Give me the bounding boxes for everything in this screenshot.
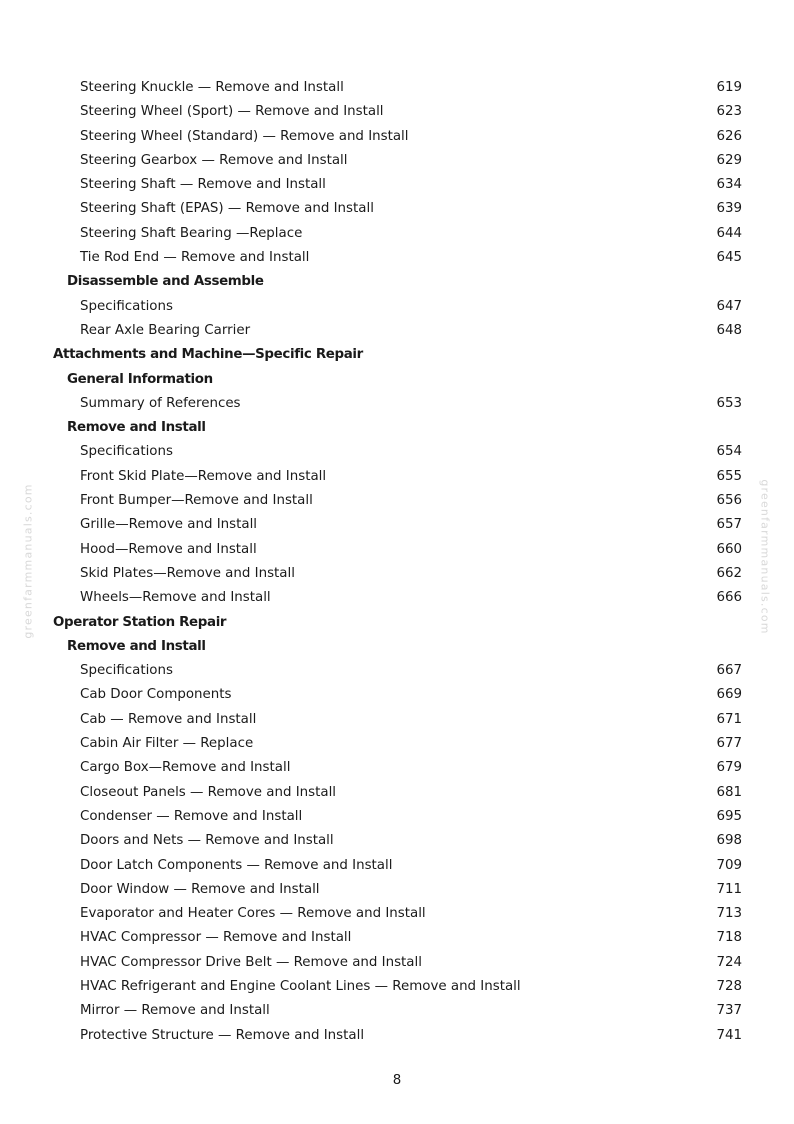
toc-entry-page: 679 — [716, 760, 742, 776]
toc-entry-page: 629 — [716, 152, 742, 168]
toc-entry[interactable] — [0, 659, 794, 683]
toc-entry-label: Cab Door Components — [80, 687, 232, 703]
toc-entry[interactable] — [0, 586, 794, 610]
toc-entry-page: 666 — [716, 590, 742, 606]
toc-section-heading[interactable] — [0, 343, 794, 367]
toc-entry-page: 695 — [716, 808, 742, 824]
toc-entry-label: Steering Knuckle — Remove and Install — [80, 80, 344, 95]
toc-entry[interactable] — [0, 732, 794, 756]
toc-entry-page: 662 — [716, 565, 742, 581]
toc-entry-label: Closeout Panels — Remove and Install — [80, 784, 337, 800]
toc-entry-label: Cab — Remove and Install — [80, 711, 257, 727]
toc-subsection-heading[interactable] — [0, 270, 794, 294]
toc-entry-label: Skid Plates—Remove and Install — [80, 565, 295, 581]
toc-entry-page: 645 — [716, 250, 742, 266]
toc-entry[interactable] — [0, 805, 794, 829]
toc-entry-label: Evaporator and Heater Cores — Remove and Install — [80, 906, 426, 922]
toc-entry-label: Steering Wheel (Standard) — Remove and Install — [80, 128, 409, 144]
toc-entry[interactable] — [0, 975, 794, 999]
toc-entry-label: Specifications — [80, 663, 173, 679]
toc-entry-label: Front Bumper—Remove and Install — [80, 493, 313, 509]
toc-entry[interactable] — [0, 489, 794, 513]
toc-entry-label: Steering Shaft — Remove and Install — [80, 177, 326, 193]
toc-entry-page: 669 — [716, 687, 742, 703]
toc-entry-page: 653 — [716, 395, 742, 411]
toc-entry-label: Steering Shaft Bearing —Replace — [80, 225, 303, 241]
toc-entry-page: 623 — [716, 104, 742, 120]
toc-entry-label: HVAC Refrigerant and Engine Coolant Lines — Remove and Install — [80, 978, 521, 994]
toc-entry[interactable] — [0, 149, 794, 173]
page-number: 8 — [392, 1073, 402, 1088]
toc-entry-page: 718 — [716, 930, 742, 946]
toc-entry-page: 711 — [716, 881, 742, 897]
toc-entry[interactable] — [0, 392, 794, 416]
toc-entry-page: 681 — [716, 784, 742, 800]
toc-entry-page: 677 — [716, 736, 742, 752]
toc-entry-label: Wheels—Remove and Install — [80, 590, 271, 606]
toc-entry[interactable] — [0, 465, 794, 489]
table-of-contents — [0, 76, 794, 1048]
toc-entry[interactable] — [0, 999, 794, 1023]
toc-entry[interactable] — [0, 902, 794, 926]
toc-entry-label: Cargo Box—Remove and Install — [80, 760, 291, 776]
toc-entry-label: Summary of References — [80, 395, 241, 411]
toc-entry-label: HVAC Compressor Drive Belt — Remove and Install — [80, 954, 422, 970]
toc-entry-page: 671 — [716, 711, 742, 727]
toc-entry-page: 634 — [716, 177, 742, 193]
toc-entry-page: 737 — [716, 1003, 742, 1019]
toc-entry[interactable] — [0, 683, 794, 707]
toc-entry-page: 656 — [716, 493, 742, 509]
toc-entry[interactable] — [0, 538, 794, 562]
toc-subsection-heading[interactable] — [0, 416, 794, 440]
toc-entry-label: Attachments and Machine—Specific Repair — [53, 347, 363, 363]
toc-entry-page: 648 — [716, 322, 742, 338]
toc-entry-label: General Information — [67, 371, 213, 387]
toc-entry-label: Door Latch Components — Remove and Install — [80, 857, 393, 873]
toc-entry-label: Tie Rod End — Remove and Install — [80, 250, 310, 266]
toc-entry-page: 728 — [716, 978, 742, 994]
toc-entry-label: Steering Wheel (Sport) — Remove and Install — [80, 104, 384, 120]
toc-entry[interactable] — [0, 829, 794, 853]
toc-entry-label: Remove and Install — [67, 638, 206, 654]
toc-entry-page: 654 — [716, 444, 742, 460]
toc-entry[interactable] — [0, 926, 794, 950]
toc-entry-label: Steering Shaft (EPAS) — Remove and Install — [80, 201, 374, 217]
toc-entry-label: Doors and Nets — Remove and Install — [80, 833, 334, 849]
toc-entry[interactable] — [0, 76, 794, 100]
toc-entry[interactable] — [0, 781, 794, 805]
toc-entry[interactable] — [0, 173, 794, 197]
toc-entry-page: 698 — [716, 833, 742, 849]
toc-entry-page: 660 — [716, 541, 742, 557]
toc-entry[interactable] — [0, 854, 794, 878]
toc-entry-label: Specifications — [80, 298, 173, 314]
toc-entry-page: 657 — [716, 517, 742, 533]
toc-entry-label: Front Skid Plate—Remove and Install — [80, 468, 327, 484]
toc-entry[interactable] — [0, 222, 794, 246]
toc-entry[interactable] — [0, 295, 794, 319]
watermark-right: greenfarmmanuals.com — [758, 479, 772, 635]
toc-entry-label: Operator Station Repair — [53, 614, 227, 630]
toc-entry-label: HVAC Compressor — Remove and Install — [80, 930, 352, 946]
toc-entry[interactable] — [0, 125, 794, 149]
toc-entry-page: 709 — [716, 857, 742, 873]
toc-entry[interactable] — [0, 708, 794, 732]
toc-entry[interactable] — [0, 562, 794, 586]
toc-entry-label: Grille—Remove and Install — [80, 517, 258, 533]
toc-entry-label: Steering Gearbox — Remove and Install — [80, 152, 348, 168]
toc-subsection-heading[interactable] — [0, 635, 794, 659]
toc-entry[interactable] — [0, 513, 794, 537]
toc-entry-label: Mirror — Remove and Install — [80, 1003, 270, 1019]
toc-entry-page: 639 — [716, 201, 742, 217]
toc-entry-label: Disassemble and Assemble — [67, 274, 264, 290]
toc-entry-label: Door Window — Remove and Install — [80, 881, 320, 897]
toc-entry[interactable] — [0, 1024, 794, 1048]
toc-entry[interactable] — [0, 951, 794, 975]
toc-entry-label: Remove and Install — [67, 420, 206, 436]
toc-entry-page: 741 — [716, 1027, 742, 1043]
toc-entry-page: 644 — [716, 225, 742, 241]
toc-entry-page: 626 — [716, 128, 742, 144]
toc-entry-page: 713 — [716, 906, 742, 922]
toc-entry-label: Condenser — Remove and Install — [80, 808, 303, 824]
toc-entry-label: Hood—Remove and Install — [80, 541, 257, 557]
toc-entry-page: 619 — [716, 80, 742, 95]
toc-entry-label: Protective Structure — Remove and Install — [80, 1027, 365, 1043]
toc-entry[interactable] — [0, 756, 794, 780]
toc-entry-page: 655 — [716, 468, 742, 484]
toc-entry[interactable] — [0, 197, 794, 221]
toc-entry-label: Specifications — [80, 444, 173, 460]
toc-entry-page: 724 — [716, 954, 742, 970]
toc-entry[interactable] — [0, 246, 794, 270]
toc-entry[interactable] — [0, 440, 794, 464]
toc-entry-label: Cabin Air Filter — Replace — [80, 736, 254, 752]
toc-section-heading[interactable] — [0, 611, 794, 635]
toc-entry[interactable] — [0, 100, 794, 124]
toc-subsection-heading[interactable] — [0, 368, 794, 392]
toc-entry[interactable] — [0, 878, 794, 902]
watermark-left: greenfarmmanuals.com — [21, 483, 35, 639]
toc-entry-page: 647 — [716, 298, 742, 314]
toc-entry-page: 667 — [716, 663, 742, 679]
toc-entry[interactable] — [0, 319, 794, 343]
toc-entry-label: Rear Axle Bearing Carrier — [80, 322, 251, 338]
